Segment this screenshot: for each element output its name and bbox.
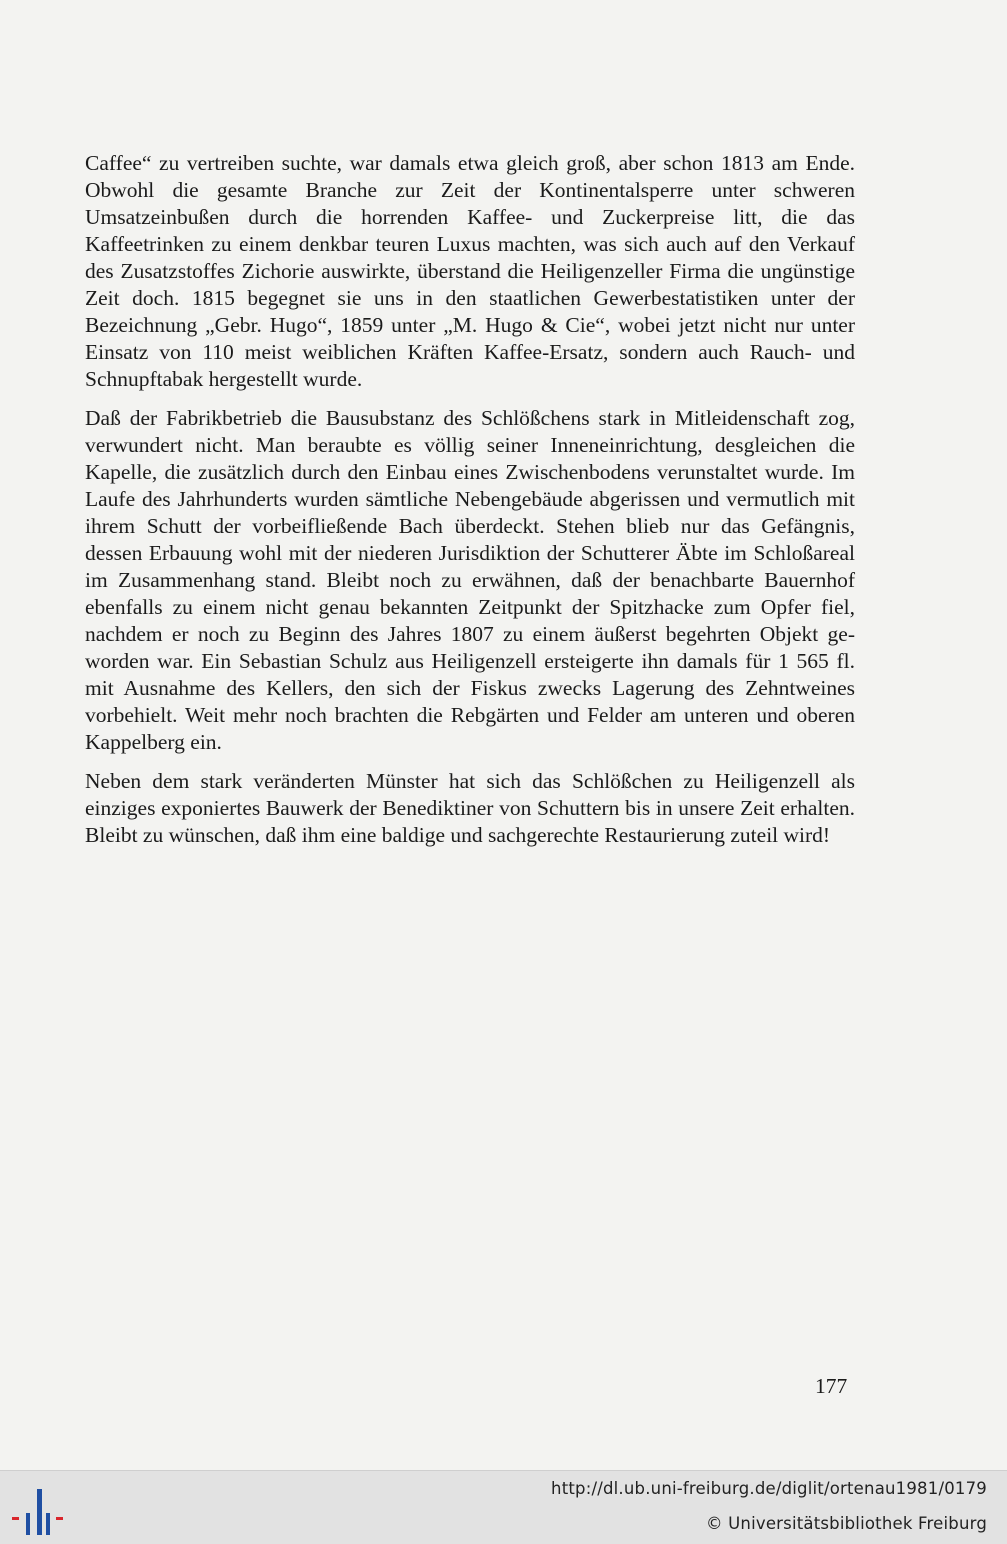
paragraph-2: Daß der Fabrikbetrieb die Bausubstanz des Schlößchens stark in Mitleidenschaft zog, verwundert nicht. Man beraubte es völlig seiner Inneneinrichtung, desgleichen die Kapelle, die zusätzlich durch den Einbau eines Zwischenbodens verunstaltet wurde. Im Laufe des Jahrhunderts wurden sämtliche Nebengebäude abgerissen und vermutlich mit ihrem Schutt der vorbeifließende Bach überdeckt. Stehen blieb nur das Gefängnis, dessen Erbauung wohl mit der niederen Jurisdiktion der Schutterer Äbte im Schloßareal im Zusammenhang stand. Bleibt noch zu erwähnen, daß der benachbarte Bauernhof ebenfalls zu einem nicht genau bekannten Zeitpunkt der Spitzhacke zum Opfer fiel, nachdem er noch zu Beginn des Jahres 1807 zu einem äußerst begehrten Objekt geworden war. Ein Sebastian Schulz aus Heiligenzell ersteigerte ihn damals für 1 565 fl. mit Ausnahme des Kellers, den sich der Fiskus zwecks Lagerung des Zehntweines vorbehielt. Weit mehr noch brachten die Rebgärten und Felder am unteren und oberen Kappelberg ein. [85, 406, 855, 754]
footer-copyright: © Universitätsbibliothek Freiburg [705, 1514, 987, 1533]
logo-graphic [12, 1483, 64, 1537]
paragraph-3: Neben dem stark veränderten Münster hat sich das Schlößchen zu Heiligenzell als einziges exponiertes Bauwerk der Benediktiner von Schuttern bis in unsere Zeit erhalten. Bleibt zu wünschen, daß ihm eine baldige und sachgerechte Restaurierung zuteil wird! [85, 769, 855, 847]
ub-freiburg-logo-icon [12, 1483, 64, 1537]
footer-bar [0, 1470, 1007, 1544]
paragraph-1: Caffee“ zu vertreiben suchte, war damals etwa gleich groß, aber schon 1813 am Ende. Obwohl die gesamte Branche zur Zeit der Kontinentalsperre unter schweren Umsatzeinbußen durch die horrenden Kaffee- und Zuckerpreise litt, die das Kaffeetrinken zu einem denkbar teuren Luxus machten, was sich auch auf den Verkauf des Zusatzstoffes Zichorie auswirkte, überstand die Heiligenzeller Firma die ungünstige Zeit doch. 1815 begegnet sie uns in den staatlichen Gewerbestatistiken unter der Bezeichnung „Gebr. Hugo“, 1859 unter „M. Hugo & Cie“, wobei jetzt nicht nur unter Einsatz von 110 meist weiblichen Kräften Kaffee-Ersatz, sondern auch Rauch- und Schnupftabak hergestellt wurde. [85, 151, 855, 391]
body-text [85, 150, 855, 861]
footer-url-link[interactable]: http://dl.ub.uni-freiburg.de/diglit/ortenau1981/0179 [551, 1479, 987, 1498]
page-number: 177 [815, 1374, 848, 1398]
